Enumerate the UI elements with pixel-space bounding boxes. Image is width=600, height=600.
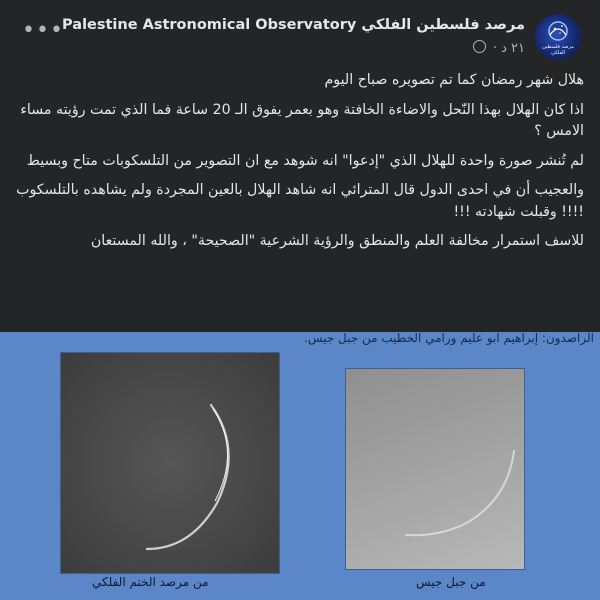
caption-left: من مرصد الختم الفلكي (92, 575, 209, 589)
globe-icon[interactable] (473, 40, 486, 53)
page-name-link[interactable]: مرصد فلسطين الفلكي Palestine Astronomical Observatory (62, 17, 525, 33)
crescent-moon-icon (61, 353, 279, 573)
post-paragraph: اذا كان الهلال بهذا النّحل والاضاءة الخافتة وهو بعمر يفوق الـ 20 ساعة فما الذي تمت رؤيته مساء الامس ؟ (20, 101, 584, 139)
post-image[interactable] (0, 332, 600, 600)
post-header (0, 0, 600, 66)
post-paragraph: والعجيب أن في احدى الدول قال المترائي انه شاهد الهلال بالعين المجردة ولم يشاهده بالتلسكوب !!!! وقبلت شهادته !!! (16, 182, 584, 220)
post-text (16, 70, 584, 261)
avatar-caption: مرصد فلسطين الفلكي (542, 44, 574, 56)
post-paragraph: هلال شهر رمضان كما تم تصويره صباح اليوم (324, 72, 584, 88)
crescent-moon-icon (346, 369, 524, 569)
crescent-photo-left (60, 352, 280, 574)
crescent-photo-right (345, 368, 525, 570)
post-paragraph: للاسف استمرار مخالفة العلم والمنطق والرؤية الشرعية "الصحيحة" ، والله المستعان (90, 233, 584, 249)
post-meta: ٢١ د · (473, 40, 525, 56)
image-credit: الراصدون: إبراهيم ابو عليم ورامي الخطيب من جبل جيس. (304, 332, 594, 345)
more-dots-icon[interactable]: ••• (22, 18, 64, 43)
post-timestamp[interactable]: ٢١ د (501, 41, 525, 56)
caption-right: من جبل جيس (416, 575, 486, 589)
avatar[interactable] (535, 14, 581, 60)
post-paragraph: لم تُنشر صورة واحدة للهلال الذي "إدعوا" انه شوهد مع ان التصوير من التلسكوبات متاح وبسيط (26, 152, 584, 169)
